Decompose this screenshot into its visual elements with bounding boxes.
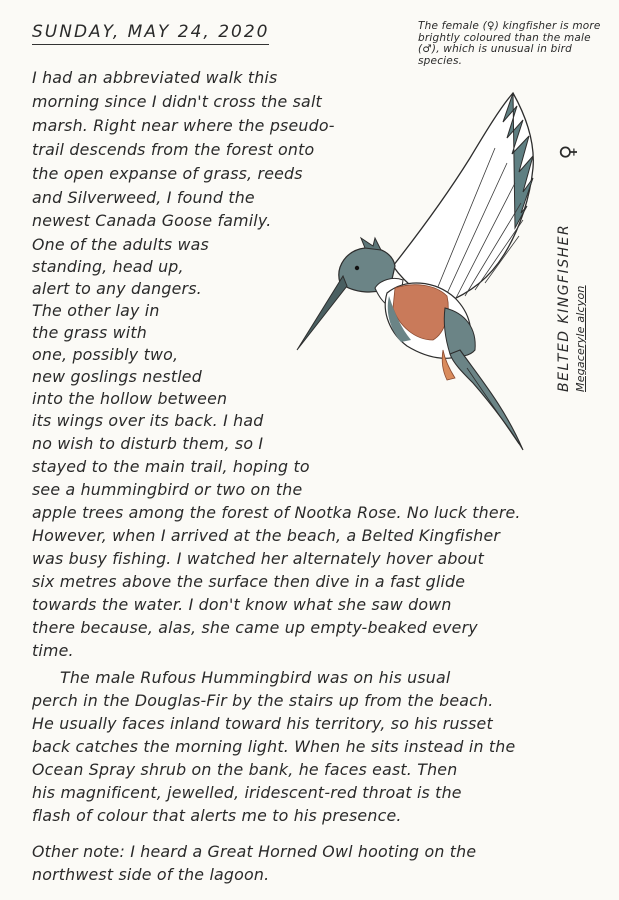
body-line: I had an abbreviated walk this <box>32 68 278 87</box>
body-line: marsh. Right near where the pseudo- <box>32 116 335 135</box>
kingfisher-drawing <box>295 88 555 458</box>
body-line: its wings over its back. I had <box>32 411 264 430</box>
body-line: Other note: I heard a Great Horned Owl hooting on the <box>32 842 477 861</box>
body-line: was busy fishing. I watched her alternately hover about <box>32 549 485 568</box>
body-line: the open expanse of grass, reeds <box>32 164 303 183</box>
body-line: northwest side of the lagoon. <box>32 865 270 884</box>
body-line: six metres above the surface then dive in a fast glide <box>32 572 466 591</box>
body-line: new goslings nestled <box>32 367 202 386</box>
body-line: standing, head up, <box>32 257 184 276</box>
body-line: trail descends from the forest onto <box>32 140 315 159</box>
body-line: stayed to the main trail, hoping to <box>32 457 310 476</box>
entry-date: SUNDAY, MAY 24, 2020 <box>32 22 269 45</box>
body-line: time. <box>32 641 74 660</box>
body-line: one, possibly two, <box>32 345 179 364</box>
body-line: there because, alas, she came up empty-beaked every <box>32 618 478 637</box>
body-line: towards the water. I don't know what she saw down <box>32 595 452 614</box>
body-line: see a hummingbird or two on the <box>32 480 303 499</box>
kingfisher-illustration <box>295 88 555 458</box>
body-line: The other lay in <box>32 301 160 320</box>
body-line: newest Canada Goose family. <box>32 211 272 230</box>
species-label <box>556 224 587 392</box>
body-line: However, when I arrived at the beach, a Belted Kingfisher <box>32 526 501 545</box>
body-line: perch in the Douglas-Fir by the stairs up from the beach. <box>32 691 494 710</box>
body-line: Ocean Spray shrub on the bank, he faces east. Then <box>32 760 458 779</box>
body-line: flash of colour that alerts me to his presence. <box>32 806 402 825</box>
body-line: One of the adults was <box>32 235 209 254</box>
body-line: apple trees among the forest of Nootka Rose. No luck there. <box>32 503 521 522</box>
body-line: into the hollow between <box>32 389 228 408</box>
body-line: alert to any dangers. <box>32 279 202 298</box>
female-symbol: ♀ <box>555 144 580 160</box>
body-line: no wish to disturb them, so I <box>32 434 264 453</box>
species-latin-name: Megaceryle alcyon <box>574 285 587 392</box>
species-common-name: BELTED KINGFISHER <box>556 223 572 392</box>
body-line: his magnificent, jewelled, iridescent-red throat is the <box>32 783 462 802</box>
body-line: and Silverweed, I found the <box>32 188 255 207</box>
body-line: back catches the morning light. When he sits instead in the <box>32 737 516 756</box>
body-line: The male Rufous Hummingbird was on his usual <box>60 668 451 687</box>
side-note: The female (♀) kingfisher is more brightly coloured than the male (♂), which is unusual in bird species. <box>418 20 601 67</box>
body-line: He usually faces inland toward his territory, so his russet <box>32 714 493 733</box>
body-line: morning since I didn't cross the salt <box>32 92 322 111</box>
body-line: the grass with <box>32 323 147 342</box>
